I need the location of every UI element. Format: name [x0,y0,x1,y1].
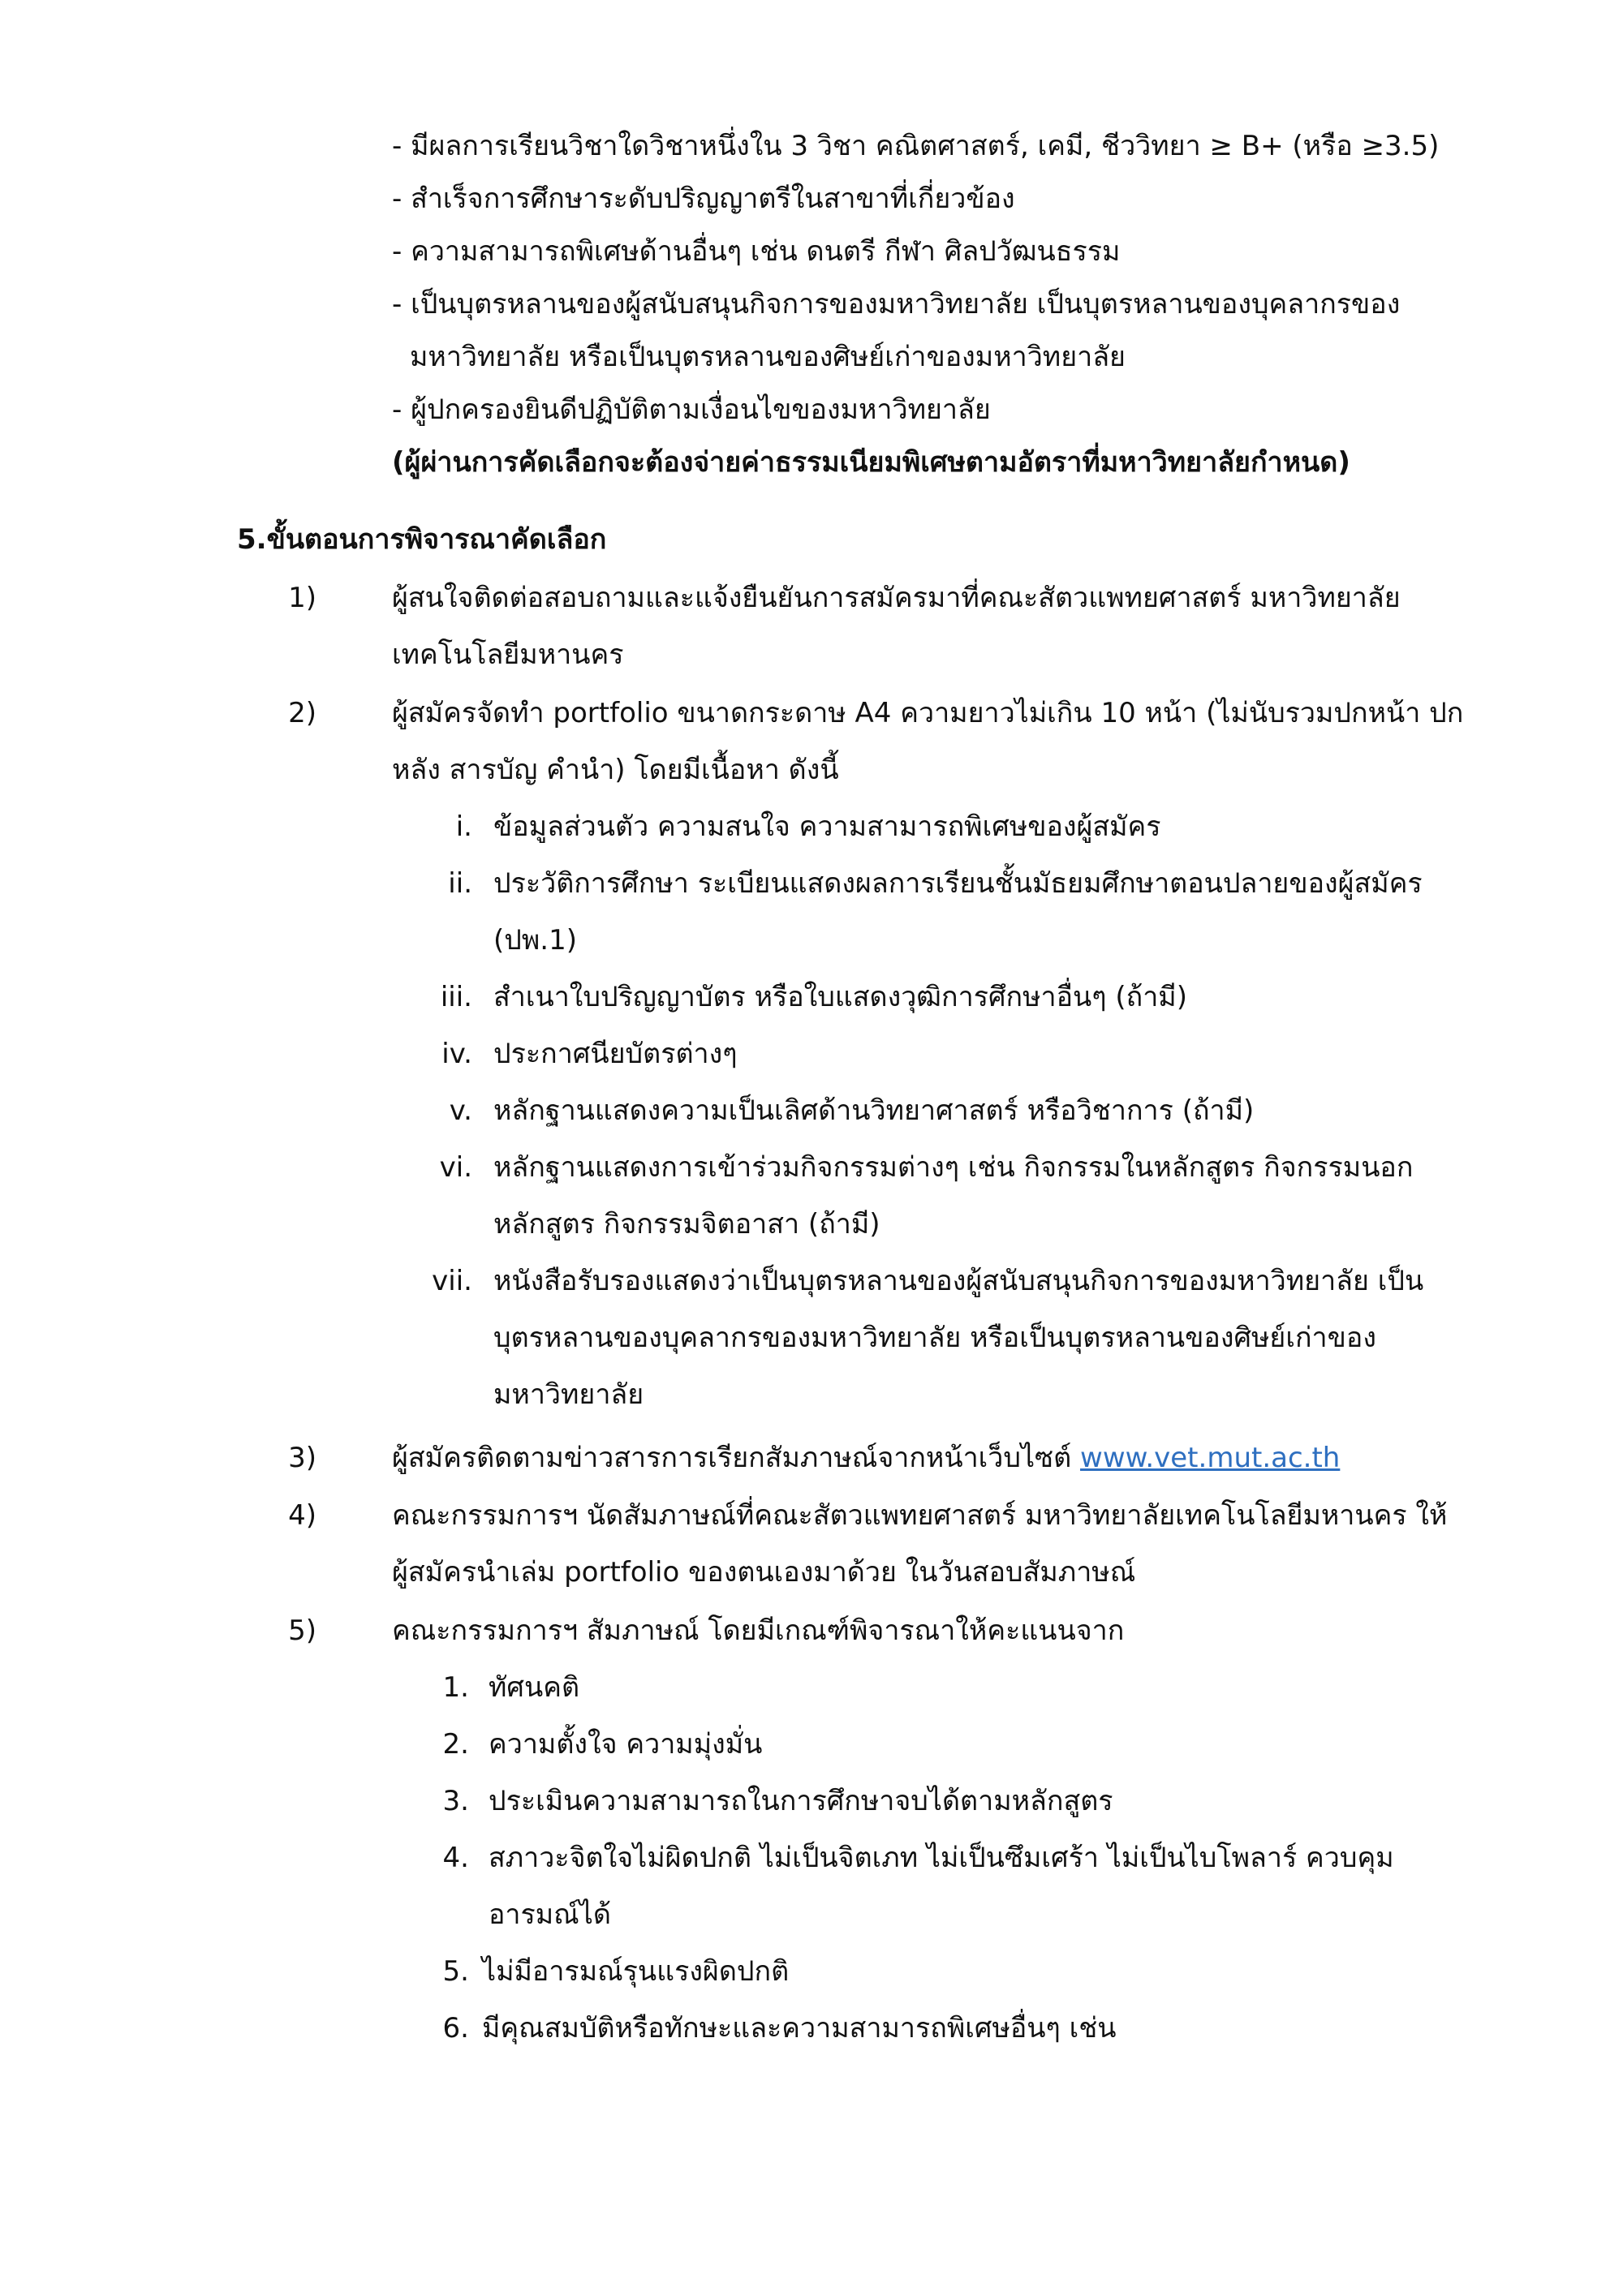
criterion-text: ความตั้งใจ ความมุ่งมั่น [489,1728,763,1761]
subitem-text: ประกาศนียบัตรต่างๆ [493,1038,738,1070]
subitem-text: หนังสือรับรองแสดงว่าเป็นบุตรหลานของผู้สนับสนุนกิจการของมหาวิทยาลัย เป็น [493,1265,1424,1297]
criteria-item: - ความสามารถพิเศษด้านอื่นๆ เช่น ดนตรี กีฬา ศิลปวัฒนธรรม [392,235,1121,268]
step-number: 2) [288,697,316,729]
step-number: 1) [288,582,316,614]
fee-note: (ผู้ผ่านการคัดเลือกจะต้องจ่ายค่าธรรมเนียมพิเศษตามอัตราที่มหาวิทยาลัยกำหนด) [392,446,1350,479]
step-text: ผู้สมัครนำเล่ม portfolio ของตนเองมาด้วย ในวันสอบสัมภาษณ์ [392,1556,1136,1589]
criteria-item: - ผู้ปกครองยินดีปฏิบัติตามเงื่อนไขของมหาวิทยาลัย [392,393,991,426]
criterion-text: อารมณ์ได้ [489,1898,611,1931]
subitem-text: ข้อมูลส่วนตัว ความสนใจ ความสามารถพิเศษของผู้สมัคร [493,810,1161,843]
step-number: 4) [288,1499,316,1532]
criterion-text: ไม่มีอารมณ์รุนแรงผิดปกติ [482,1955,790,1988]
subitem-text: (ปพ.1) [493,924,577,957]
criterion-number: 1. [442,1671,469,1704]
step-text: ผู้สมัครจัดทำ portfolio ขนาดกระดาษ A4 ความยาวไม่เกิน 10 หน้า (ไม่นับรวมปกหน้า ปก [392,697,1464,729]
step-number: 3) [288,1442,316,1474]
subitem-text: หลักฐานแสดงการเข้าร่วมกิจกรรมต่างๆ เช่น กิจกรรมในหลักสูตร กิจกรรมนอก [493,1151,1414,1184]
criteria-item: - มีผลการเรียนวิชาใดวิชาหนึ่งใน 3 วิชา คณิตศาสตร์, เคมี, ชีววิทยา ≥ B+ (หรือ ≥3.5) [392,130,1440,162]
criterion-text: สภาวะจิตใจไม่ผิดปกติ ไม่เป็นจิตเภท ไม่เป็นซึมเศร้า ไม่เป็นไบโพลาร์ ควบคุม [489,1842,1394,1874]
step-text: คณะกรรมการฯ สัมภาษณ์ โดยมีเกณฑ์พิจารณาให้คะแนนจาก [392,1615,1125,1647]
subitem-number: v. [449,1094,472,1127]
step-text: ผู้สนใจติดต่อสอบถามและแจ้งยืนยันการสมัครมาที่คณะสัตวแพทยศาสตร์ มหาวิทยาลัย [392,582,1401,614]
criterion-number: 3. [442,1785,469,1817]
step-number: 5) [288,1615,316,1647]
criteria-item: - สำเร็จการศึกษาระดับปริญญาตรีในสาขาที่เกี่ยวข้อง [392,183,1015,215]
website-link[interactable]: www.vet.mut.ac.th [1080,1442,1341,1474]
criterion-number: 6. [442,2012,469,2044]
step-text: คณะกรรมการฯ นัดสัมภาษณ์ที่คณะสัตวแพทยศาสตร์ มหาวิทยาลัยเทคโนโลยีมหานคร ให้ [392,1499,1448,1532]
criterion-text: มีคุณสมบัติหรือทักษะและความสามารถพิเศษอื่นๆ เช่น [482,2012,1117,2044]
criterion-number: 5. [442,1955,469,1988]
subitem-number: ii. [448,867,472,900]
subitem-text: หลักสูตร กิจกรรมจิตอาสา (ถ้ามี) [493,1208,880,1240]
criteria-item: มหาวิทยาลัย หรือเป็นบุตรหลานของศิษย์เก่าของมหาวิทยาลัย [410,341,1126,373]
subitem-number: iii. [440,981,472,1013]
subitem-number: i. [455,810,472,843]
criterion-number: 2. [442,1728,469,1761]
subitem-text: สำเนาใบปริญญาบัตร หรือใบแสดงวุฒิการศึกษาอื่นๆ (ถ้ามี) [493,981,1187,1013]
step-text: เทคโนโลยีมหานคร [392,638,624,671]
criterion-text: ทัศนคติ [489,1671,580,1704]
criterion-number: 4. [442,1842,469,1874]
criterion-text: ประเมินความสามารถในการศึกษาจบได้ตามหลักสูตร [489,1785,1113,1817]
step-text-label: ผู้สมัครติดตามข่าวสารการเรียกสัมภาษณ์จากหน้าเว็บไซต์ [392,1442,1081,1474]
subitem-text: บุตรหลานของบุคลากรของมหาวิทยาลัย หรือเป็นบุตรหลานของศิษย์เก่าของ [493,1322,1376,1354]
subitem-text: มหาวิทยาลัย [493,1378,644,1411]
step-text [392,1439,1340,1477]
subitem-number: vii. [432,1265,472,1297]
step-text: หลัง สารบัญ คำนำ) โดยมีเนื้อหา ดังนี้ [392,754,839,786]
subitem-number: vi. [439,1151,472,1184]
subitem-text: ประวัติการศึกษา ระเบียนแสดงผลการเรียนชั้นมัธยมศึกษาตอนปลายของผู้สมัคร [493,867,1423,900]
subitem-text: หลักฐานแสดงความเป็นเลิศด้านวิทยาศาสตร์ หรือวิชาการ (ถ้ามี) [493,1094,1255,1127]
subitem-number: iv. [441,1038,472,1070]
criteria-item: - เป็นบุตรหลานของผู้สนับสนุนกิจการของมหาวิทยาลัย เป็นบุตรหลานของบุคลากรของ [392,288,1401,320]
section-heading: 5.ขั้นตอนการพิจารณาคัดเลือก [237,523,607,556]
